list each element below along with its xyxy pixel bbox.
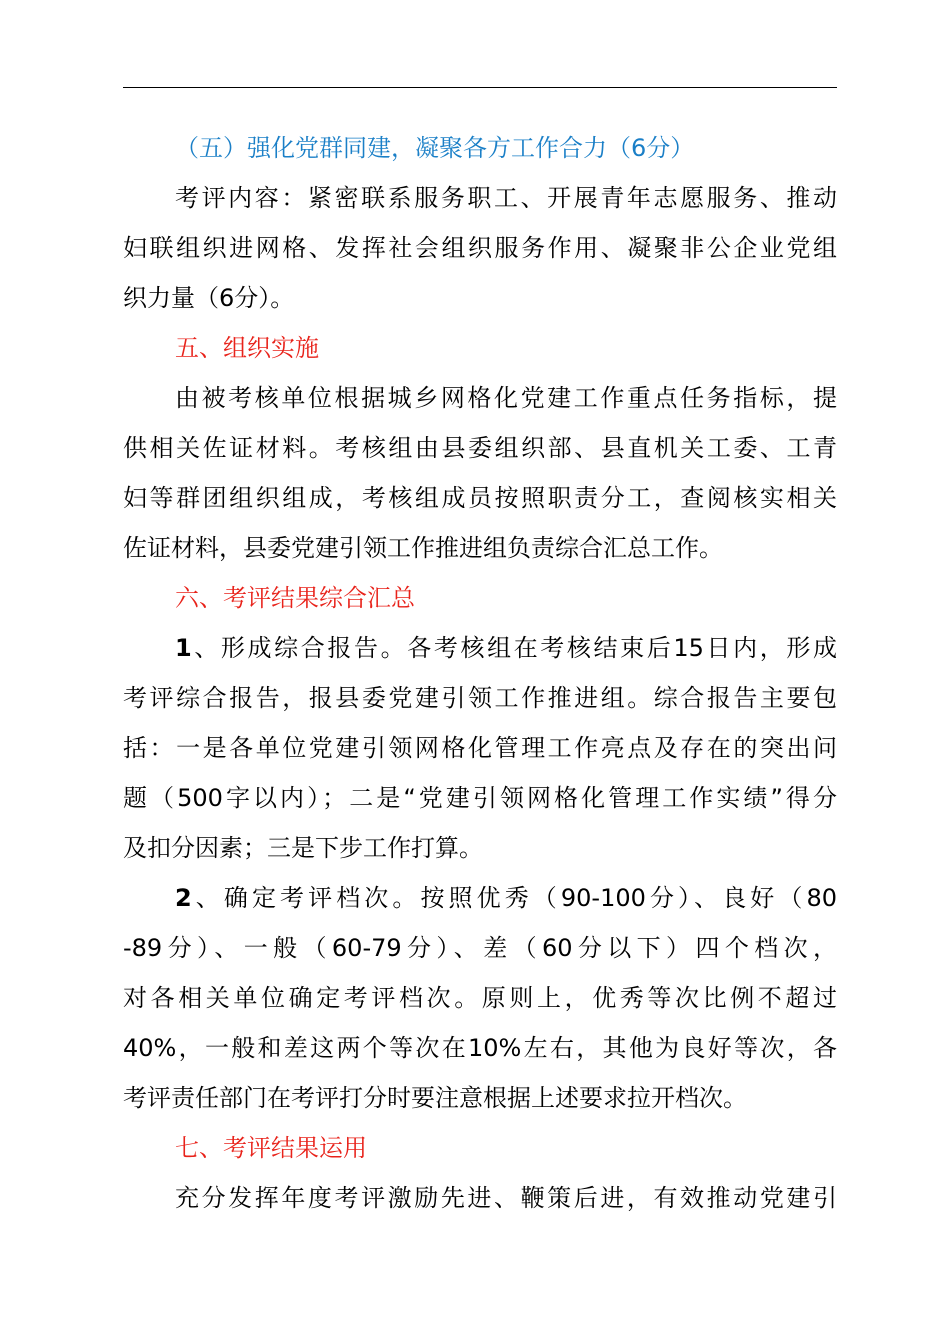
heading-results-application: 七、考评结果运用 (175, 1134, 367, 1162)
paragraph-line: 供相关佐证材料。考核组由县委组织部、县直机关工委、工青 (123, 434, 837, 462)
paragraph-line: 充分发挥年度考评激励先进、鞭策后进，有效推动党建引 (175, 1184, 837, 1212)
paragraph-line: 织力量（6分）。 (123, 284, 295, 312)
heading-organization-implementation: 五、组织实施 (175, 334, 319, 362)
list-item-text: 、确定考评档次。按照优秀（90-100分）、良好（80 (191, 884, 837, 912)
paragraph-line: 考评内容：紧密联系服务职工、开展青年志愿服务、推动 (175, 184, 837, 212)
paragraph-line: 考评责任部门在考评打分时要注意根据上述要求拉开档次。 (123, 1084, 747, 1112)
paragraph-line: 由被考核单位根据城乡网格化党建工作重点任务指标，提 (175, 384, 837, 412)
paragraph-line: 考评综合报告，报县委党建引领工作推进组。综合报告主要包 (123, 684, 837, 712)
paragraph-line: 题（500字以内）；二是“党建引领网格化管理工作实绩”得分 (123, 784, 837, 812)
list-number: 2 (175, 884, 192, 912)
paragraph-line: 40%，一般和差这两个等次在10%左右，其他为良好等次，各 (123, 1034, 837, 1062)
list-number: 1 (175, 634, 192, 662)
heading-results-summary: 六、考评结果综合汇总 (175, 584, 415, 612)
paragraph-line: 妇等群团组织组成，考核组成员按照职责分工，查阅核实相关 (123, 484, 837, 512)
paragraph-line: 佐证材料，县委党建引领工作推进组负责综合汇总工作。 (123, 534, 723, 562)
document-body (123, 123, 837, 1223)
paragraph-line: 括：一是各单位党建引领网格化管理工作亮点及存在的突出问 (123, 734, 837, 762)
header-rule (123, 87, 837, 88)
paragraph-line: -89分）、一般（60-79分）、差（60分以下）四个档次， (123, 934, 837, 962)
subheading-party-mass-building: （五）强化党群同建，凝聚各方工作合力（6分） (175, 134, 695, 162)
paragraph-line: 及扣分因素；三是下步工作打算。 (123, 834, 483, 862)
list-item-text: 、形成综合报告。各考核组在考核结束后15日内，形成 (191, 634, 837, 662)
paragraph-line: 妇联组织进网格、发挥社会组织服务作用、凝聚非公企业党组 (123, 234, 837, 262)
list-item-2-first-line (123, 873, 837, 923)
paragraph-line: 对各相关单位确定考评档次。原则上，优秀等次比例不超过 (123, 984, 837, 1012)
list-item-1-first-line (123, 623, 837, 673)
